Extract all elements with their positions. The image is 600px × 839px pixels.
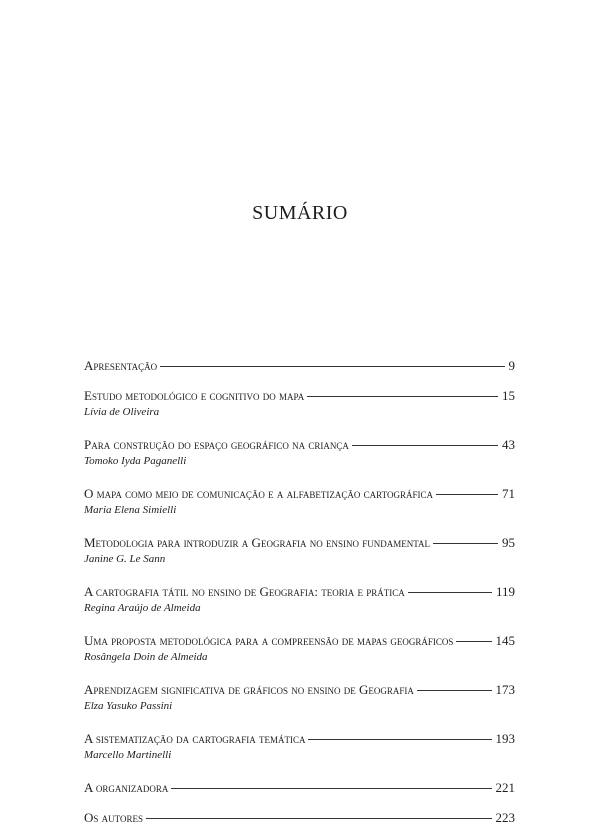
toc-entry-row[interactable] (84, 534, 515, 552)
toc-entry-page: 119 (495, 584, 515, 599)
toc-entry-page: 9 (508, 358, 515, 373)
toc-entry-title: A organizadora (84, 780, 169, 795)
toc-entry (84, 809, 515, 827)
toc-entry (84, 632, 515, 664)
toc-entry-page: 43 (502, 437, 515, 452)
toc-entry-title: A cartografia tátil no ensino de Geografia: teoria e prática (84, 584, 405, 599)
toc-entry-title: A sistematização da cartografia temática (84, 731, 306, 746)
dot-leader (408, 592, 492, 593)
toc-entry-row[interactable] (84, 730, 515, 748)
toc-entry (84, 485, 515, 517)
toc-entry-title: Estudo metodológico e cognitivo do mapa (84, 388, 305, 403)
toc-entry (84, 387, 515, 419)
toc-entry-row[interactable] (84, 809, 515, 827)
toc-entry-row[interactable] (84, 583, 515, 601)
dot-leader (307, 396, 498, 397)
toc-entry-row[interactable] (84, 357, 515, 375)
toc-entry-author: Janine G. Le Sann (84, 553, 166, 565)
toc-entry-author: Rosângela Doin de Almeida (84, 651, 208, 663)
toc-entry-page: 71 (502, 486, 515, 501)
toc-entry-row[interactable] (84, 681, 515, 699)
toc-entry (84, 583, 515, 615)
toc-entry-title: Para construção do espaço geográfico na criança (84, 437, 349, 452)
toc-entry-title: Apresentação (84, 358, 158, 373)
toc-entry-page: 95 (502, 535, 515, 550)
dot-leader (433, 543, 498, 544)
toc-entry-page: 15 (502, 388, 515, 403)
toc-entry-row[interactable] (84, 632, 515, 650)
toc-entry-page: 221 (495, 780, 515, 795)
toc-entry-title: O mapa como meio de comunicação e a alfabetização cartográfica (84, 486, 433, 501)
dot-leader (352, 445, 498, 446)
toc-entry-author: Regina Araújo de Almeida (84, 602, 201, 614)
toc-entry-row[interactable] (84, 779, 515, 797)
toc-entry (84, 534, 515, 566)
toc-entry-page: 193 (495, 731, 515, 746)
toc-entry (84, 681, 515, 713)
dot-leader (308, 739, 491, 740)
dot-leader (171, 788, 491, 789)
toc-entry-author: Elza Yasuko Passini (84, 700, 173, 712)
toc-entry-page: 173 (495, 682, 515, 697)
toc-entry (84, 730, 515, 762)
toc-entry-row[interactable] (84, 436, 515, 454)
toc-entry-author: Lívia de Oliveira (84, 406, 160, 418)
toc-entry-title: Aprendizagem significativa de gráficos no ensino de Geografia (84, 682, 414, 697)
page-title: SUMÁRIO (252, 202, 348, 224)
toc-entry-author: Tomoko Iyda Paganelli (84, 455, 187, 467)
toc-entry-title: Os autores (84, 810, 143, 825)
toc-entry (84, 357, 515, 375)
toc-entry (84, 779, 515, 797)
toc-entry-title: Uma proposta metodológica para a compreensão de mapas geográficos (84, 633, 454, 648)
toc-entry-title: Metodologia para introduzir a Geografia no ensino fundamental (84, 535, 430, 550)
dot-leader (417, 690, 492, 691)
toc-entry-row[interactable] (84, 387, 515, 405)
dot-leader (146, 818, 492, 819)
toc-entry (84, 436, 515, 468)
toc-entry-author: Maria Elena Simielli (84, 504, 177, 516)
dot-leader (160, 366, 504, 367)
dot-leader (456, 641, 491, 642)
toc-entry-page: 223 (495, 810, 515, 825)
toc-entry-page: 145 (495, 633, 515, 648)
table-of-contents (84, 357, 515, 839)
dot-leader (436, 494, 498, 495)
toc-entry-author: Marcello Martinelli (84, 749, 172, 761)
toc-entry-row[interactable] (84, 485, 515, 503)
